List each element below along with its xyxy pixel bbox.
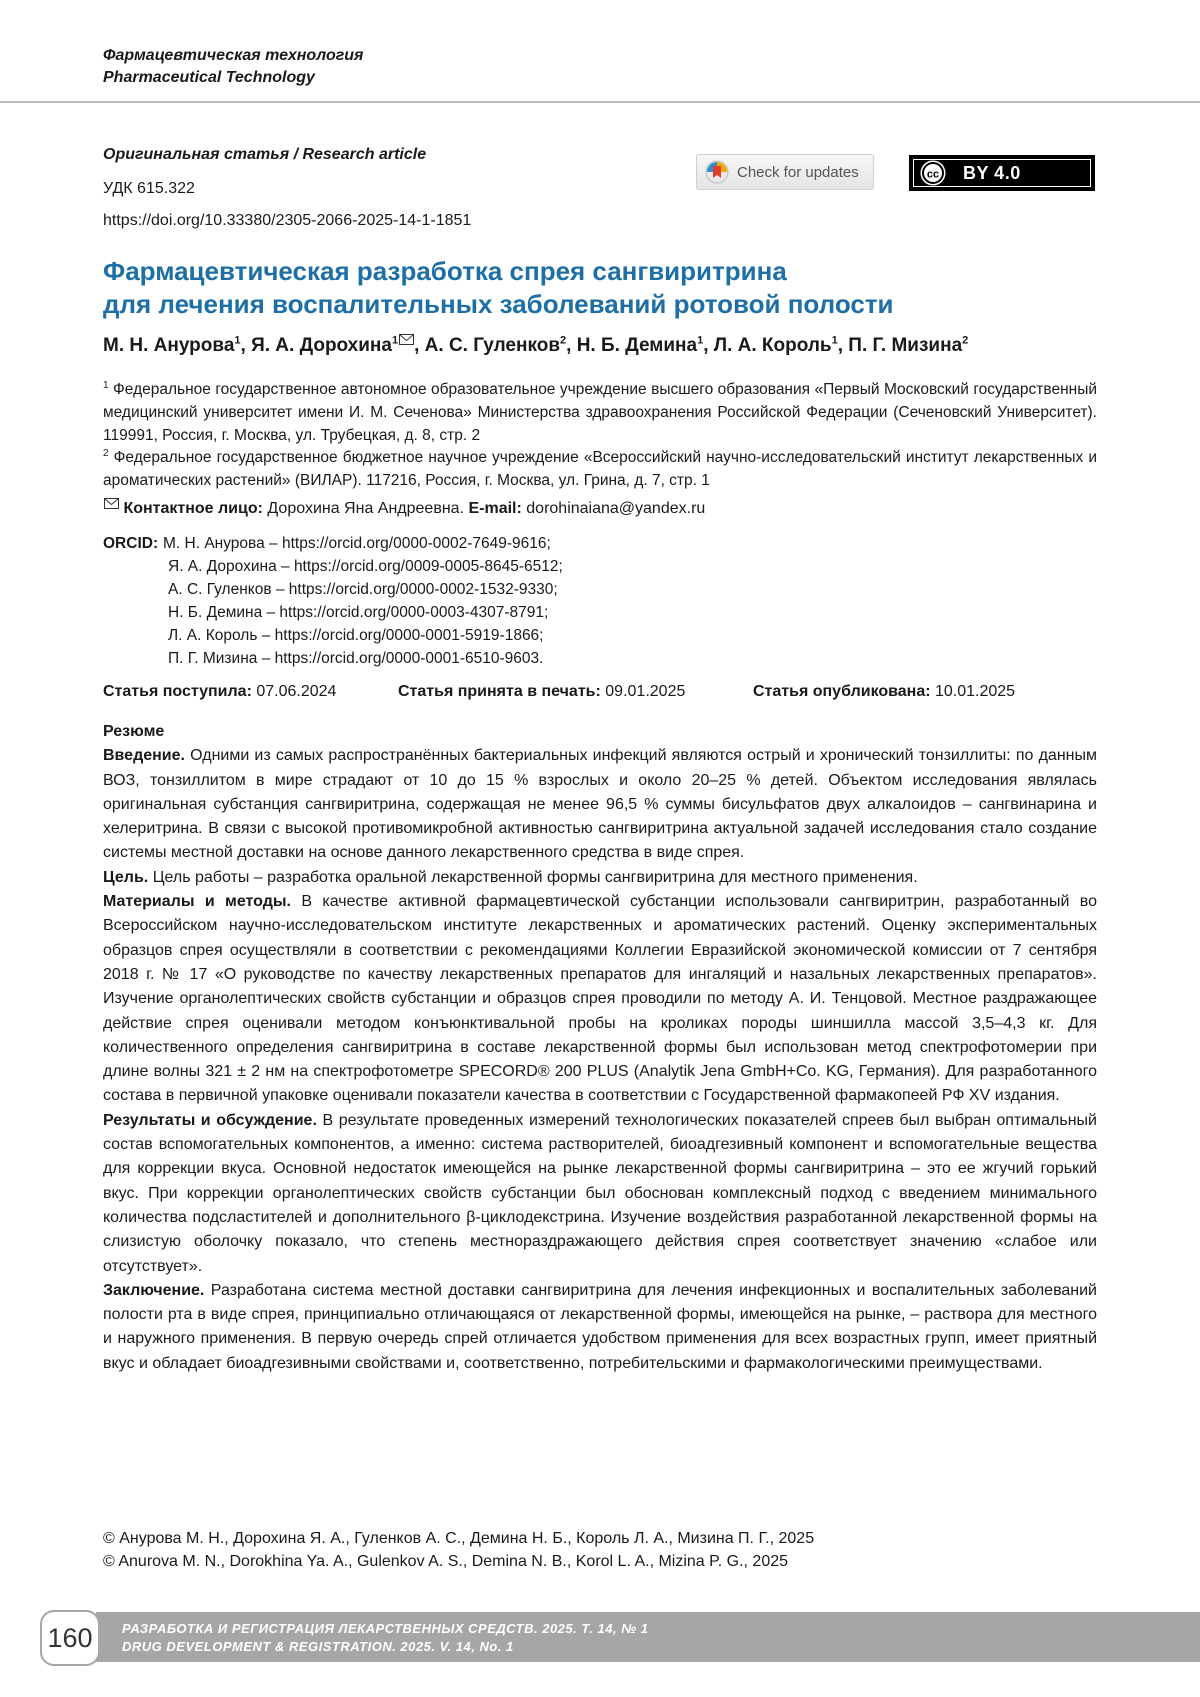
check-updates-icon bbox=[705, 160, 729, 184]
author-affiliation-mark: 1 bbox=[391, 334, 399, 347]
author-name: Н. Б. Демина bbox=[576, 335, 698, 356]
footer-line-en: DRUG DEVELOPMENT & REGISTRATION. 2025. V. 14, No. 1 bbox=[122, 1639, 514, 1654]
section-text: В качестве активной фармацевтической субстанции использовали сангвиритрин, разработанный во Всероссийском научно-исследовательском институте лекарственных и ароматических растений. Оценку экспериментальных образцов спрея осуществляли в соответствии с рекомендациями Коллегии Евразийской экономической комиссии от 7 сентября 2018 г. № 17 «О руководстве по качеству лекарственных препаратов для ингаляций и назальных лекарственных препаратов». Изучение органолептических свойств субстанции и образцов спрея проводили по методу А. И. Тенцовой. Местное раздражающее действие спрея оценивали методом конъюнктивальной пробы на кроликах породы шиншилла массой 3,5–4,3 кг. Для количественного определения сангвиритрина в составе лекарственной формы был использован метод спектрофотомерии при длине волны 321 ± 2 нм на спектрофотометре SPECORD® 200 PLUS (Analytik Jena GmbH+Co. KG, Германия). Для разработанного состава в первичной упаковке оценивали показатели качества в соответствии с Государственной фармакопеей РФ XV издания. bbox=[103, 893, 1097, 1105]
section-text: Разработана система местной доставки сангвиритрина для лечения инфекционных и воспалительных заболеваний полости рта в виде спрея, принципиально отличающаяся от лекарственной формы, имеющейся на рынке, – раствора для местного и наружного применения. В первую очередь спрей отличается удобством применения для всех возрастных групп, имеет приятный вкус и обладает биоадгезивными свойствами и, соответственно, потребительскими и фармакологическими преимуществами. bbox=[103, 1281, 1097, 1372]
published-date: 10.01.2025 bbox=[935, 683, 1016, 700]
page-number: 160 bbox=[40, 1610, 100, 1666]
section-label: Материалы и методы. bbox=[103, 893, 291, 911]
svg-text:cc: cc bbox=[926, 168, 940, 181]
accepted-label: Статья принята в печать: bbox=[398, 683, 601, 700]
section-label: Введение. bbox=[103, 747, 185, 765]
section-label: Заключение. bbox=[103, 1281, 205, 1299]
orcid-entry[interactable]: М. Н. Анурова – https://orcid.org/0000-0002-7649-9616; bbox=[163, 535, 551, 552]
header-divider bbox=[0, 101, 1200, 103]
orcid-entry[interactable]: П. Г. Мизина – https://orcid.org/0000-0001-6510-9603. bbox=[168, 650, 544, 667]
copyright bbox=[103, 1527, 814, 1573]
author-name: П. Г. Мизина bbox=[848, 335, 963, 356]
accepted-date: 09.01.2025 bbox=[605, 683, 686, 700]
check-updates-label: Check for updates bbox=[737, 163, 859, 181]
section-label: Результаты и обсуждение. bbox=[103, 1111, 317, 1129]
orcid-entry[interactable]: Н. Б. Демина – https://orcid.org/0000-0003-4307-8791; bbox=[168, 604, 549, 621]
author-name: А. С. Гуленков bbox=[424, 335, 561, 356]
section-text: Цель работы – разработка оральной лекарственной формы сангвиритрина для местного применения. bbox=[152, 868, 918, 886]
affiliation-text: Федеральное государственное бюджетное научное учреждение «Всероссийский научно-исследовательский институт лекарственных и ароматических растений» (ВИЛАР). 117216, Россия, г. Москва, ул. Грина, д. 7, стр. 1 bbox=[103, 449, 1098, 490]
title-line-2: для лечения воспалительных заболеваний ротовой полости bbox=[103, 289, 894, 319]
author-affiliation-mark: 1 bbox=[831, 334, 838, 347]
running-header bbox=[103, 45, 363, 89]
footer-line-ru: РАЗРАБОТКА И РЕГИСТРАЦИЯ ЛЕКАРСТВЕННЫХ СРЕДСТВ. 2025. Т. 14, № 1 bbox=[122, 1621, 649, 1636]
journal-section-ru: Фармацевтическая технология bbox=[103, 47, 364, 64]
abstract-section-intro bbox=[103, 744, 1097, 865]
license-badge[interactable] bbox=[909, 155, 1095, 191]
affiliation-1 bbox=[103, 374, 1097, 447]
author-affiliation-mark: 1 bbox=[234, 334, 241, 347]
section-text: В результате проведенных измерений технологических показателей спреев был выбран оптимальный состав вспомогательных компонентов, а именно: система растворителей, биоадгезивный компонент и вспомогательные вещества для коррекции вкуса. Основной недостаток имеющейся на рынке лекарственной формы сангвиритрина – это ее жгучий горький вкус. При коррекции органолептических свойств субстанции был обоснован комплексный подход с введением минимального количества подсластителей и дополнительного β-циклодекстрина. Изучение воздействия разработанной лекарственной формы на слизистую оболочку показало, что степень местнораздражающего действия спрея соответствует значению «слабое или отсутствует». bbox=[103, 1111, 1097, 1275]
contact-name: Дорохина Яна Андреевна. bbox=[267, 500, 465, 517]
published-label: Статья опубликована: bbox=[753, 683, 931, 700]
envelope-icon bbox=[104, 498, 119, 509]
abstract-section-methods bbox=[103, 890, 1097, 1109]
email-label: E-mail: bbox=[468, 500, 522, 517]
affiliation-2 bbox=[103, 442, 1097, 492]
contact-label: Контактное лицо: bbox=[123, 500, 263, 517]
footer-journal bbox=[122, 1620, 648, 1656]
contact-person bbox=[103, 498, 705, 518]
date-published bbox=[753, 683, 1015, 701]
orcid-entry[interactable]: Я. А. Дорохина – https://orcid.org/0009-0005-8645-6512; bbox=[168, 558, 563, 575]
envelope-icon bbox=[399, 334, 414, 345]
affiliation-text: Федеральное государственное автономное образовательное учреждение высшего образования «Первый Московский государственный медицинский университет имени И. М. Сеченова» Министерства здравоохранения Российской Федерации (Сеченовский Университет). 119991, Россия, г. Москва, ул. Трубецкая, д. 8, стр. 2 bbox=[103, 381, 1097, 445]
section-text: Одними из самых распространённых бактериальных инфекций являются острый и хронический тонзиллиты: по данным ВОЗ, тонзиллитом в мире страдают от 10 до 15 % взрослых и около 20–25 % детей. Объектом исследования являлась оригинальная субстанция сангвиритрина, содержащая не менее 96,5 % суммы бисульфатов двух алкалоидов – сангвинарина и хелеритрина. В связи с высокой противомикробной активностью сангвиритрина актуальной задачей исследования стало создание системы местной доставки на основе данного лекарственного средства в виде спрея. bbox=[103, 747, 1097, 862]
copyright-ru: © Анурова М. Н., Дорохина Я. А., Гуленков А. С., Демина Н. Б., Король Л. А., Мизина П. Г., 2025 bbox=[103, 1530, 815, 1547]
abstract-section-conclusion bbox=[103, 1279, 1097, 1376]
author-name: Я. А. Дорохина bbox=[251, 335, 392, 356]
affiliation-number: 2 bbox=[103, 448, 109, 459]
orcid-list bbox=[163, 532, 563, 670]
article-type: Оригинальная статья / Research article bbox=[103, 146, 427, 163]
section-label: Цель. bbox=[103, 868, 149, 886]
orcid-entry[interactable]: Л. А. Король – https://orcid.org/0000-0001-5919-1866; bbox=[168, 627, 544, 644]
license-label: BY 4.0 bbox=[963, 162, 1021, 183]
abstract-heading: Резюме bbox=[103, 723, 165, 740]
author-list: М. Н. Анурова$^1$, Я. А. Дорохина$^1$ , А. С. Гуленков$^2$, Н. Б. Демина$^1$, Л. А. Король$^1$, П. Г. Мизина$^2$ bbox=[103, 334, 969, 356]
journal-section-en: Pharmaceutical Technology bbox=[103, 69, 315, 86]
date-received bbox=[103, 683, 336, 701]
article-title bbox=[103, 255, 1103, 321]
author-affiliation-mark: 2 bbox=[962, 334, 969, 347]
abstract-section-aim bbox=[103, 866, 1097, 890]
received-label: Статья поступила: bbox=[103, 683, 252, 700]
check-for-updates-button[interactable] bbox=[696, 154, 874, 190]
abstract bbox=[103, 720, 1097, 1376]
author-affiliation-mark: 1 bbox=[697, 334, 704, 347]
abstract-section-results bbox=[103, 1109, 1097, 1279]
creative-commons-icon bbox=[919, 159, 953, 187]
author-affiliation-mark: 2 bbox=[560, 334, 567, 347]
title-line-1: Фармацевтическая разработка спрея сангвиритрина bbox=[103, 256, 787, 286]
doi-link[interactable]: https://doi.org/10.33380/2305-2066-2025-14-1-1851 bbox=[103, 212, 472, 229]
orcid-label: ORCID: bbox=[103, 535, 159, 552]
contact-email-link[interactable]: dorohinaiana@yandex.ru bbox=[526, 500, 706, 517]
affiliation-number: 1 bbox=[103, 380, 109, 391]
author-name: Л. А. Король bbox=[713, 335, 832, 356]
date-accepted bbox=[398, 683, 685, 701]
udk-code: УДК 615.322 bbox=[103, 180, 195, 197]
author-name: М. Н. Анурова bbox=[103, 335, 235, 356]
orcid-entry[interactable]: А. С. Гуленков – https://orcid.org/0000-0002-1532-9330; bbox=[168, 581, 558, 598]
received-date: 07.06.2024 bbox=[256, 683, 337, 700]
copyright-en: © Anurova M. N., Dorokhina Ya. A., Gulenkov A. S., Demina N. B., Korol L. A., Mizina P. G., 2025 bbox=[103, 1553, 789, 1570]
